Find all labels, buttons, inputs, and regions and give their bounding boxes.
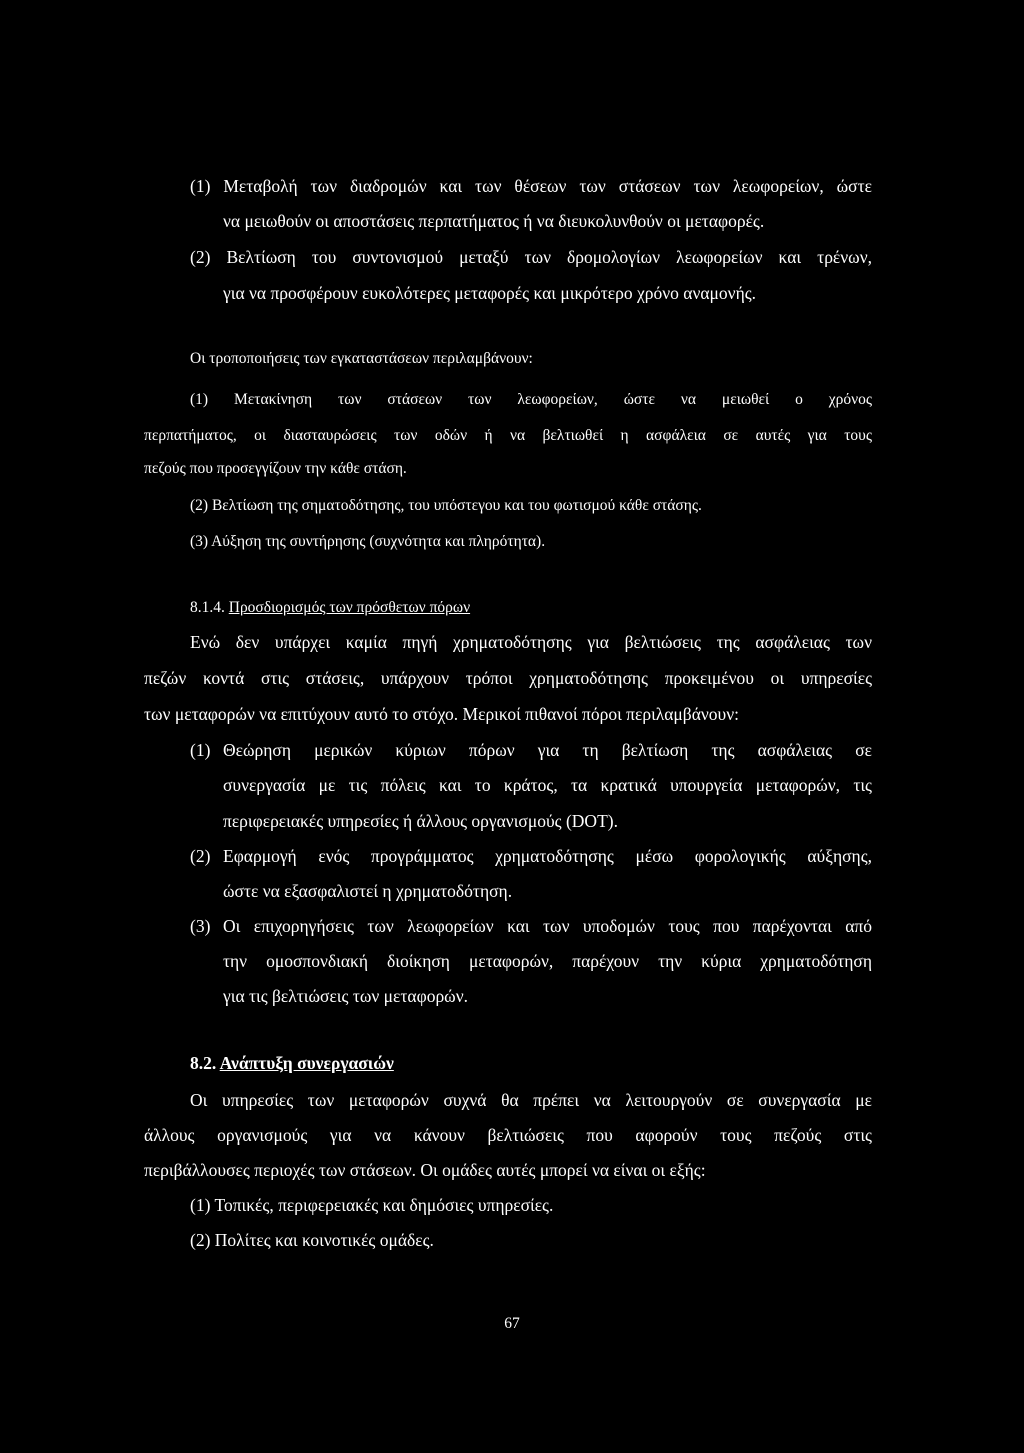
section-814-heading	[190, 600, 470, 616]
section-814-number: 8.1.4.	[190, 599, 225, 616]
section-814-para-line-3: των μεταφορών να επιτύχουν αυτό το στόχο. Μερικοί πιθανοί πόροι περιλαμβάνουν:	[144, 704, 739, 724]
section-82-heading	[190, 1055, 394, 1073]
installations-intro: Οι τροποποιήσεις των εγκαταστάσεων περιλαμβάνουν:	[190, 350, 533, 367]
section-814-item-1-number: (1)	[190, 740, 211, 760]
installations-item-1-line-1: (1) Μετακίνηση των στάσεων των λεωφορείων, ώστε να μειωθεί ο χρόνος	[190, 391, 872, 408]
section-82-para-line-2: άλλους οργανισμούς για να κάνουν βελτιώσεις που αφορούν τους πεζούς στις	[144, 1125, 872, 1145]
section-814-item-1-line-2: συνεργασία με τις πόλεις και το κράτος, τα κρατικά υπουργεία μεταφορών, τις	[223, 775, 872, 795]
top-list-item-1-line-2: να μειωθούν οι αποστάσεις περπατήματος ή να διευκολυνθούν οι μεταφορές.	[223, 211, 765, 231]
section-82-para-line-3: περιβάλλουσες περιοχές των στάσεων. Οι ομάδες αυτές μπορεί να είναι οι εξής:	[144, 1160, 706, 1180]
installations-item-3: (3) Αύξηση της συντήρησης (συχνότητα και πληρότητα).	[190, 533, 546, 550]
top-list-item-1-line-1: (1) Μεταβολή των διαδρομών και των θέσεων των στάσεων των λεωφορείων, ώστε	[190, 176, 872, 196]
top-list-item-2-line-1: (2) Βελτίωση του συντονισμού μεταξύ των δρομολογίων λεωφορείων και τρένων,	[190, 247, 872, 267]
page-number: 67	[504, 1315, 520, 1332]
section-814-para-line-1: Ενώ δεν υπάρχει καμία πηγή χρηματοδότησης για βελτιώσεις της ασφάλειας των	[190, 632, 872, 652]
section-82-para-line-1: Οι υπηρεσίες των μεταφορών συχνά θα πρέπει να λειτουργούν σε συνεργασία με	[190, 1090, 872, 1110]
section-814-item-2-line-1: Εφαρμογή ενός προγράμματος χρηματοδότησης μέσω φορολογικής αύξησης,	[223, 846, 872, 866]
section-814-item-3-line-1: Οι επιχορηγήσεις των λεωφορείων και των υποδομών τους που παρέχονται από	[223, 916, 872, 936]
section-814-item-1-line-1: Θεώρηση μερικών κύριων πόρων για τη βελτίωση της ασφάλειας σε	[223, 740, 872, 760]
section-814-para-line-2: πεζών κοντά στις στάσεις, υπάρχουν τρόποι χρηματοδότησης προκειμένου οι υπηρεσίες	[144, 668, 872, 688]
section-82-item-1: (1) Τοπικές, περιφερειακές και δημόσιες υπηρεσίες.	[190, 1195, 554, 1215]
section-814-item-2-line-2: ώστε να εξασφαλιστεί η χρηματοδότηση.	[223, 881, 513, 901]
section-814-item-3-number: (3)	[190, 916, 211, 936]
section-814-item-3-line-3: για τις βελτιώσεις των μεταφορών.	[223, 986, 468, 1006]
section-814-title: Προσδιορισμός των πρόσθετων πόρων	[228, 599, 471, 616]
section-814-item-3-line-2: την ομοσπονδιακή διοίκηση μεταφορών, παρέχουν την κύρια χρηματοδότηση	[223, 951, 872, 971]
section-814-item-1-line-3: περιφερειακές υπηρεσίες ή άλλους οργανισμούς (DOT).	[223, 811, 618, 831]
installations-item-2: (2) Βελτίωση της σηματοδότησης, του υπόστεγου και του φωτισμού κάθε στάσης.	[190, 497, 702, 514]
installations-item-1-line-3: πεζούς που προσεγγίζουν την κάθε στάση.	[144, 460, 407, 477]
section-82-title: Ανάπτυξη συνεργασιών	[219, 1053, 394, 1073]
section-82-item-2: (2) Πολίτες και κοινοτικές ομάδες.	[190, 1230, 434, 1250]
installations-item-1-line-2: περπατήματος, οι διασταυρώσεις των οδών ή να βελτιωθεί η ασφάλεια σε αυτές για τους	[144, 427, 872, 444]
section-814-item-2-number: (2)	[190, 846, 211, 866]
section-82-number: 8.2.	[190, 1053, 217, 1073]
top-list-item-2-line-2: για να προσφέρουν ευκολότερες μεταφορές και μικρότερο χρόνο αναμονής.	[223, 283, 757, 303]
